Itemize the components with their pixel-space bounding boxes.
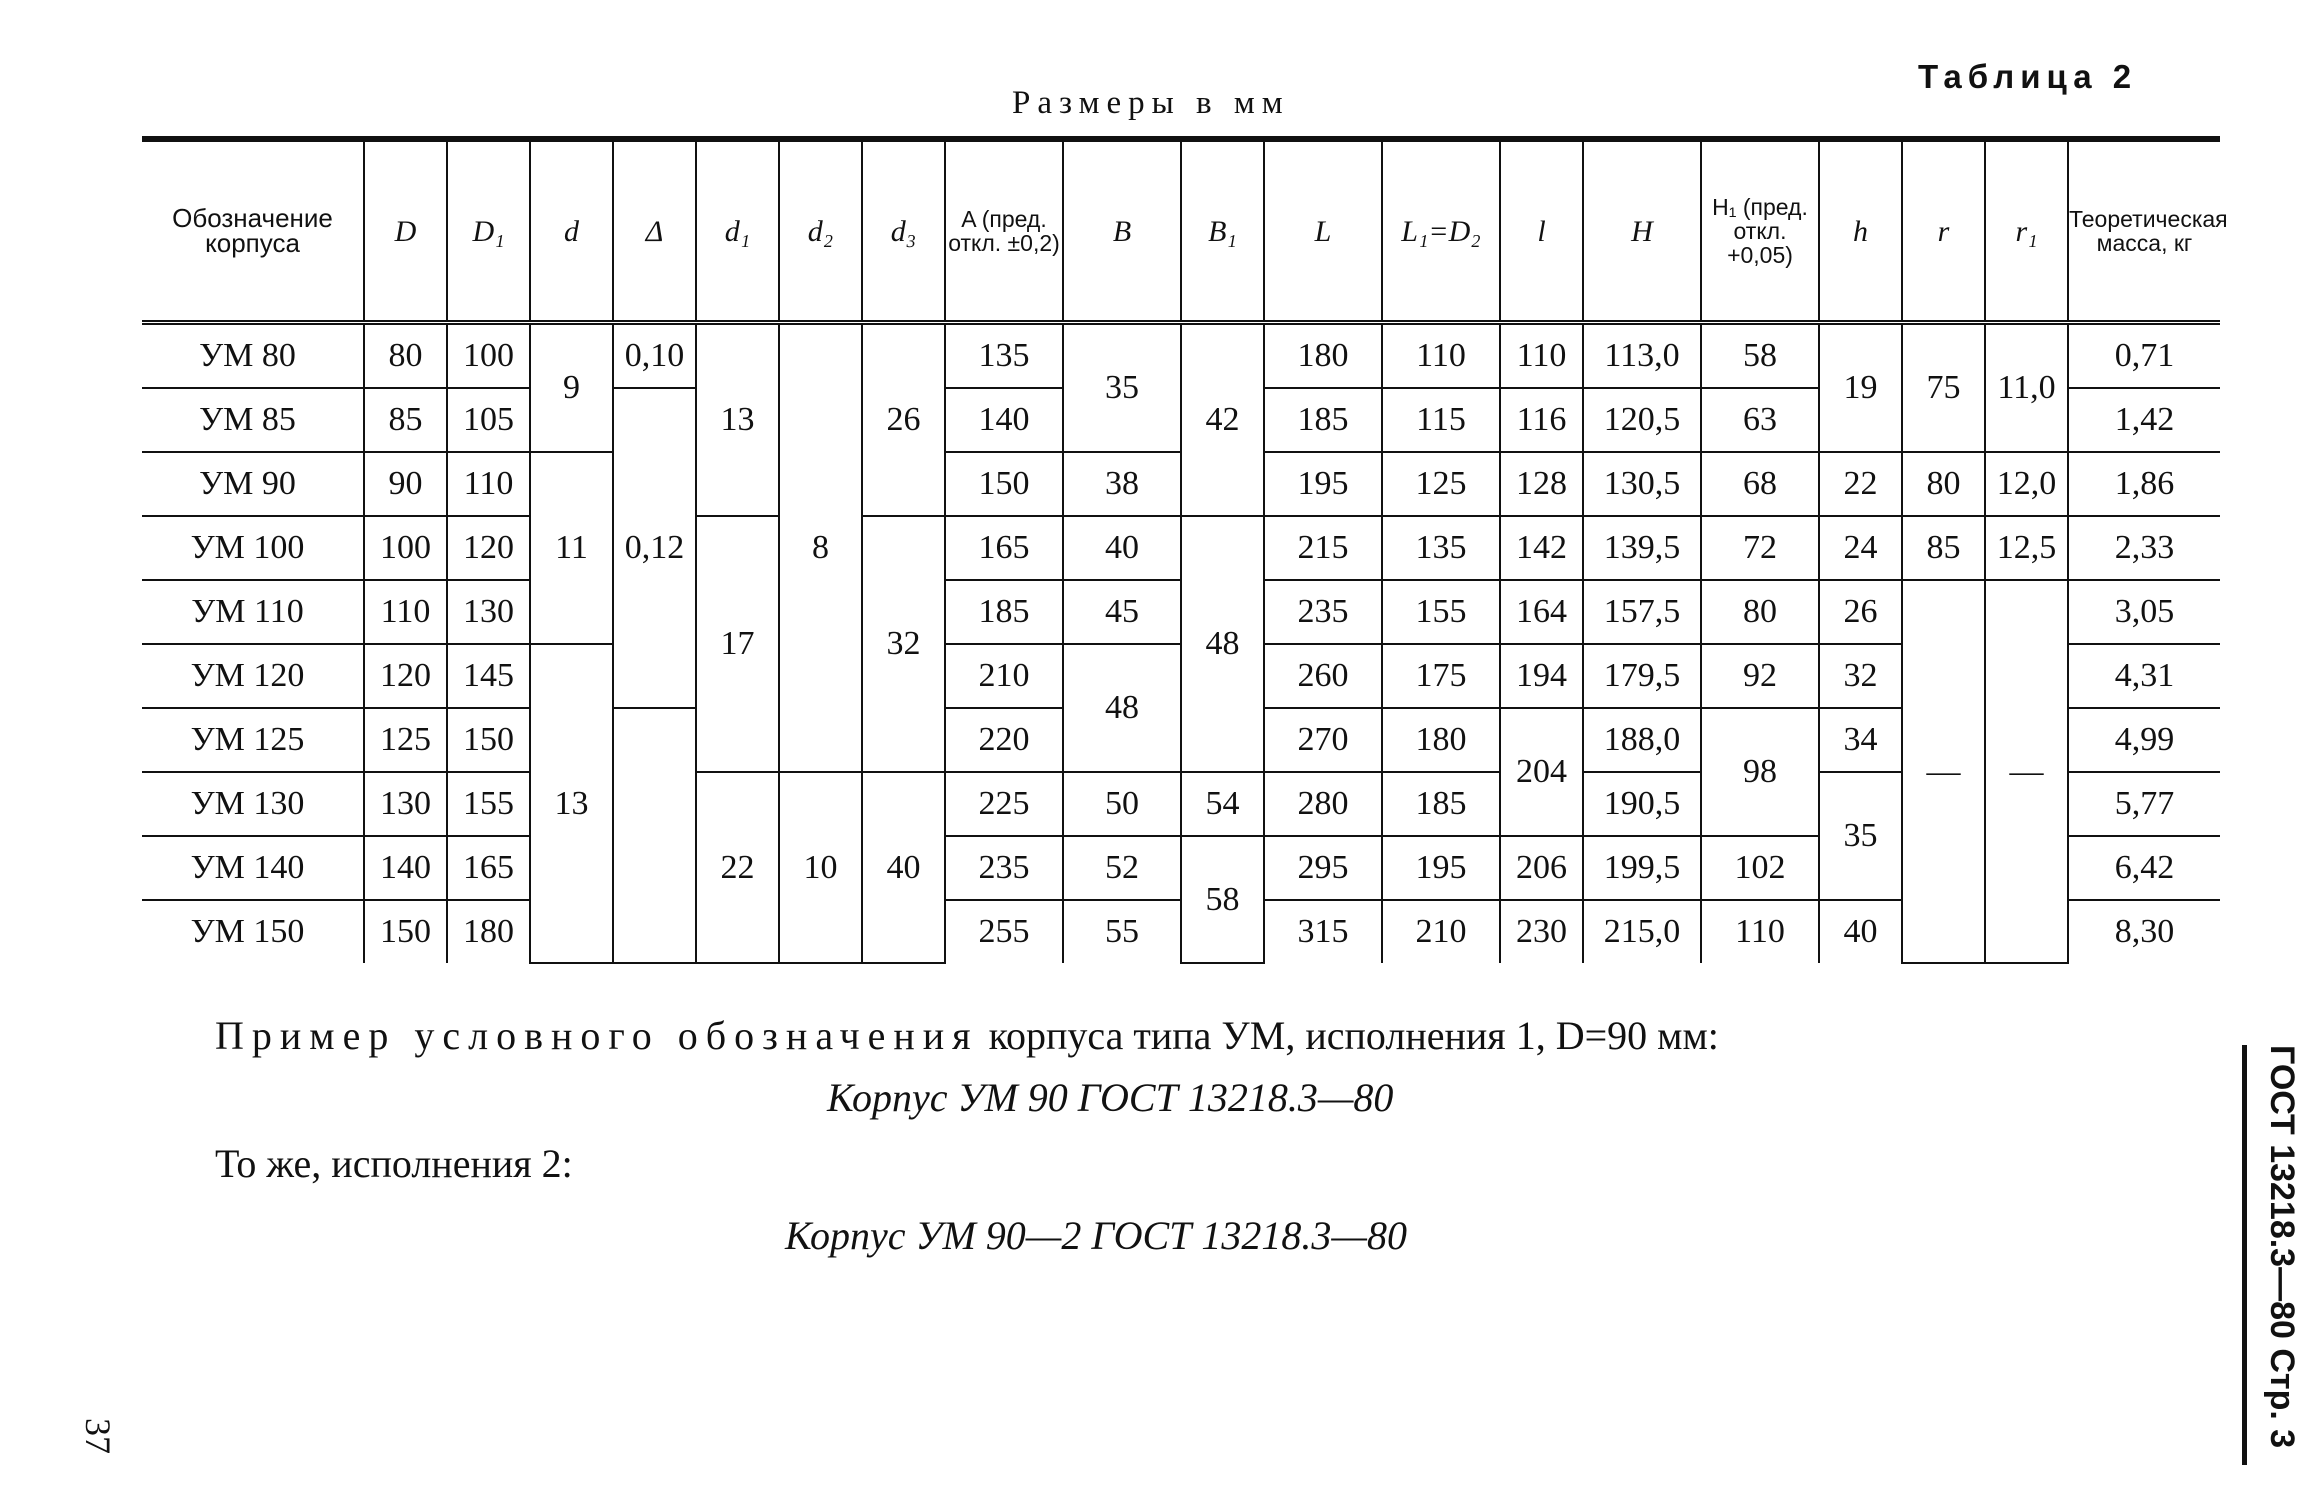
cell-D1: 120 xyxy=(447,516,530,580)
cell-L: 315 xyxy=(1264,900,1382,963)
cell-H1: 80 xyxy=(1701,580,1819,644)
cell-L1: 115 xyxy=(1382,388,1500,452)
cell-d1: 22 xyxy=(696,772,779,963)
cell-L: 195 xyxy=(1264,452,1382,516)
cell-d1: 17 xyxy=(696,516,779,772)
cell-l: 164 xyxy=(1500,580,1583,644)
cell-d: 11 xyxy=(530,452,613,644)
cell-r: — xyxy=(1902,580,1985,963)
cell-A: 165 xyxy=(945,516,1063,580)
cell-l: 230 xyxy=(1500,900,1583,963)
cell-L: 270 xyxy=(1264,708,1382,772)
example-designation-2: Корпус УМ 90—2 ГОСТ 13218.3—80 xyxy=(785,1213,1407,1258)
cell-A: 140 xyxy=(945,388,1063,452)
col-B: B xyxy=(1063,139,1181,323)
cell-A: 255 xyxy=(945,900,1063,963)
cell-h: 32 xyxy=(1819,644,1902,708)
cell-designation: УМ 100 xyxy=(142,516,364,580)
example-line-1 xyxy=(215,1012,1719,1059)
cell-L: 280 xyxy=(1264,772,1382,836)
cell-D: 85 xyxy=(364,388,447,452)
cell-L: 180 xyxy=(1264,323,1382,389)
side-code-text: ГОСТ 13218.3—80 Стр. 3 xyxy=(2263,1045,2301,1449)
cell-H1: 98 xyxy=(1701,708,1819,836)
cell-l: 194 xyxy=(1500,644,1583,708)
cell-l: 110 xyxy=(1500,323,1583,389)
example-designation-1: Корпус УМ 90 ГОСТ 13218.3—80 xyxy=(827,1075,1394,1120)
cell-D: 80 xyxy=(364,323,447,389)
cell-H: 113,0 xyxy=(1583,323,1701,389)
cell-l: 142 xyxy=(1500,516,1583,580)
cell-h: 19 xyxy=(1819,323,1902,453)
cell-h: 35 xyxy=(1819,772,1902,900)
cell-mass: 1,86 xyxy=(2068,452,2220,516)
cell-B: 55 xyxy=(1063,900,1181,963)
cell-L: 185 xyxy=(1264,388,1382,452)
cell-mass: 8,30 xyxy=(2068,900,2220,963)
cell-designation: УМ 130 xyxy=(142,772,364,836)
cell-A: 210 xyxy=(945,644,1063,708)
cell-H1: 68 xyxy=(1701,452,1819,516)
cell-H: 188,0 xyxy=(1583,708,1701,772)
cell-r: 85 xyxy=(1902,516,1985,580)
cell-D1: 165 xyxy=(447,836,530,900)
cell-H: 130,5 xyxy=(1583,452,1701,516)
cell-L1: 195 xyxy=(1382,836,1500,900)
col-B1: B₁ xyxy=(1181,139,1264,323)
cell-H1: 63 xyxy=(1701,388,1819,452)
cell-H1: 58 xyxy=(1701,323,1819,389)
cell-D1: 100 xyxy=(447,323,530,389)
cell-designation: УМ 85 xyxy=(142,388,364,452)
cell-D: 140 xyxy=(364,836,447,900)
cell-designation: УМ 90 xyxy=(142,452,364,516)
cell-B: 38 xyxy=(1063,452,1181,516)
table-row xyxy=(142,516,2220,580)
cell-h: 24 xyxy=(1819,516,1902,580)
col-d3: d₃ xyxy=(862,139,945,323)
cell-B: 48 xyxy=(1063,644,1181,772)
example-rest-text: корпуса типа УМ, исполнения 1, D=90 мм: xyxy=(988,1013,1719,1058)
cell-mass: 1,42 xyxy=(2068,388,2220,452)
cell-D1: 155 xyxy=(447,772,530,836)
page-number: 37 xyxy=(78,1418,118,1454)
col-h: h xyxy=(1819,139,1902,323)
col-designation: Обозначение корпуса xyxy=(142,139,364,323)
cell-D: 110 xyxy=(364,580,447,644)
col-d: d xyxy=(530,139,613,323)
col-l: l xyxy=(1500,139,1583,323)
cell-A: 185 xyxy=(945,580,1063,644)
cell-d: 13 xyxy=(530,644,613,963)
cell-H1: 72 xyxy=(1701,516,1819,580)
cell-H: 215,0 xyxy=(1583,900,1701,963)
cell-H1: 92 xyxy=(1701,644,1819,708)
cell-h: 34 xyxy=(1819,708,1902,772)
cell-D: 150 xyxy=(364,900,447,963)
cell-L1: 110 xyxy=(1382,323,1500,389)
cell-r1: 12,0 xyxy=(1985,452,2068,516)
example-spaced-text: Пример условного обозначения xyxy=(215,1013,979,1058)
col-d1: d₁ xyxy=(696,139,779,323)
cell-H: 139,5 xyxy=(1583,516,1701,580)
cell-H1: 102 xyxy=(1701,836,1819,900)
col-A: A (пред. откл. ±0,2) xyxy=(945,139,1063,323)
cell-D: 120 xyxy=(364,644,447,708)
cell-l: 116 xyxy=(1500,388,1583,452)
cell-mass: 3,05 xyxy=(2068,580,2220,644)
cell-mass: 0,71 xyxy=(2068,323,2220,389)
cell-L1: 175 xyxy=(1382,644,1500,708)
cell-L1: 155 xyxy=(1382,580,1500,644)
cell-L1: 125 xyxy=(1382,452,1500,516)
col-d2: d₂ xyxy=(779,139,862,323)
col-D: D xyxy=(364,139,447,323)
cell-A: 220 xyxy=(945,708,1063,772)
cell-D: 90 xyxy=(364,452,447,516)
cell-B: 52 xyxy=(1063,836,1181,900)
cell-delta-empty xyxy=(613,708,696,963)
cell-H: 199,5 xyxy=(1583,836,1701,900)
col-r: r xyxy=(1902,139,1985,323)
col-D1: D₁ xyxy=(447,139,530,323)
cell-designation: УМ 80 xyxy=(142,323,364,389)
cell-D1: 180 xyxy=(447,900,530,963)
cell-A: 150 xyxy=(945,452,1063,516)
cell-h: 40 xyxy=(1819,900,1902,963)
cell-r1: — xyxy=(1985,580,2068,963)
cell-B1: 58 xyxy=(1181,836,1264,963)
cell-designation: УМ 125 xyxy=(142,708,364,772)
cell-B1: 42 xyxy=(1181,323,1264,517)
cell-designation: УМ 140 xyxy=(142,836,364,900)
cell-H: 179,5 xyxy=(1583,644,1701,708)
cell-d2: 8 xyxy=(779,323,862,773)
cell-designation: УМ 120 xyxy=(142,644,364,708)
cell-D: 125 xyxy=(364,708,447,772)
table-row xyxy=(142,323,2220,389)
side-document-code xyxy=(2242,1045,2303,1465)
col-delta: Δ xyxy=(613,139,696,323)
cell-l: 206 xyxy=(1500,836,1583,900)
cell-l: 204 xyxy=(1500,708,1583,836)
cell-L1: 210 xyxy=(1382,900,1500,963)
col-H: H xyxy=(1583,139,1701,323)
dimensions-table xyxy=(142,136,2228,964)
cell-l: 128 xyxy=(1500,452,1583,516)
table-label: Таблица 2 xyxy=(1918,58,2138,95)
cell-mass: 6,42 xyxy=(2068,836,2220,900)
cell-D1: 150 xyxy=(447,708,530,772)
cell-L: 235 xyxy=(1264,580,1382,644)
cell-A: 235 xyxy=(945,836,1063,900)
cell-d2: 10 xyxy=(779,772,862,963)
cell-H: 190,5 xyxy=(1583,772,1701,836)
cell-r: 80 xyxy=(1902,452,1985,516)
cell-L: 260 xyxy=(1264,644,1382,708)
cell-d1: 13 xyxy=(696,323,779,517)
cell-D: 130 xyxy=(364,772,447,836)
cell-B1: 54 xyxy=(1181,772,1264,836)
cell-B1: 48 xyxy=(1181,516,1264,772)
cell-designation: УМ 110 xyxy=(142,580,364,644)
cell-D1: 130 xyxy=(447,580,530,644)
cell-h: 22 xyxy=(1819,452,1902,516)
cell-L1: 180 xyxy=(1382,708,1500,772)
col-L: L xyxy=(1264,139,1382,323)
cell-r: 75 xyxy=(1902,323,1985,453)
cell-H: 120,5 xyxy=(1583,388,1701,452)
example-line-3: То же, исполнения 2: xyxy=(215,1141,573,1186)
cell-H: 157,5 xyxy=(1583,580,1701,644)
cell-d3: 32 xyxy=(862,516,945,772)
cell-mass: 5,77 xyxy=(2068,772,2220,836)
cell-L1: 135 xyxy=(1382,516,1500,580)
units-caption: Размеры в мм xyxy=(1012,85,1290,121)
cell-L: 215 xyxy=(1264,516,1382,580)
cell-D1: 105 xyxy=(447,388,530,452)
cell-B: 45 xyxy=(1063,580,1181,644)
cell-delta: 0,10 xyxy=(613,323,696,389)
cell-H1: 110 xyxy=(1701,900,1819,963)
cell-r1: 12,5 xyxy=(1985,516,2068,580)
cell-mass: 4,99 xyxy=(2068,708,2220,772)
cell-delta: 0,12 xyxy=(613,388,696,708)
col-mass: Теоретическая масса, кг xyxy=(2068,139,2220,323)
cell-A: 135 xyxy=(945,323,1063,389)
cell-B: 50 xyxy=(1063,772,1181,836)
cell-D: 100 xyxy=(364,516,447,580)
cell-d3: 40 xyxy=(862,772,945,963)
cell-mass: 2,33 xyxy=(2068,516,2220,580)
cell-r1: 11,0 xyxy=(1985,323,2068,453)
cell-D1: 145 xyxy=(447,644,530,708)
cell-A: 225 xyxy=(945,772,1063,836)
cell-B: 35 xyxy=(1063,323,1181,453)
cell-h: 26 xyxy=(1819,580,1902,644)
cell-B: 40 xyxy=(1063,516,1181,580)
cell-D1: 110 xyxy=(447,452,530,516)
cell-L1: 185 xyxy=(1382,772,1500,836)
cell-d: 9 xyxy=(530,323,613,453)
col-r1: r₁ xyxy=(1985,139,2068,323)
cell-d3: 26 xyxy=(862,323,945,517)
cell-designation: УМ 150 xyxy=(190,913,305,950)
cell-L: 295 xyxy=(1264,836,1382,900)
cell-mass: 4,31 xyxy=(2068,644,2220,708)
col-L1: L₁=D₂ xyxy=(1382,139,1500,323)
col-H1: H₁ (пред. откл. +0,05) xyxy=(1701,139,1819,323)
